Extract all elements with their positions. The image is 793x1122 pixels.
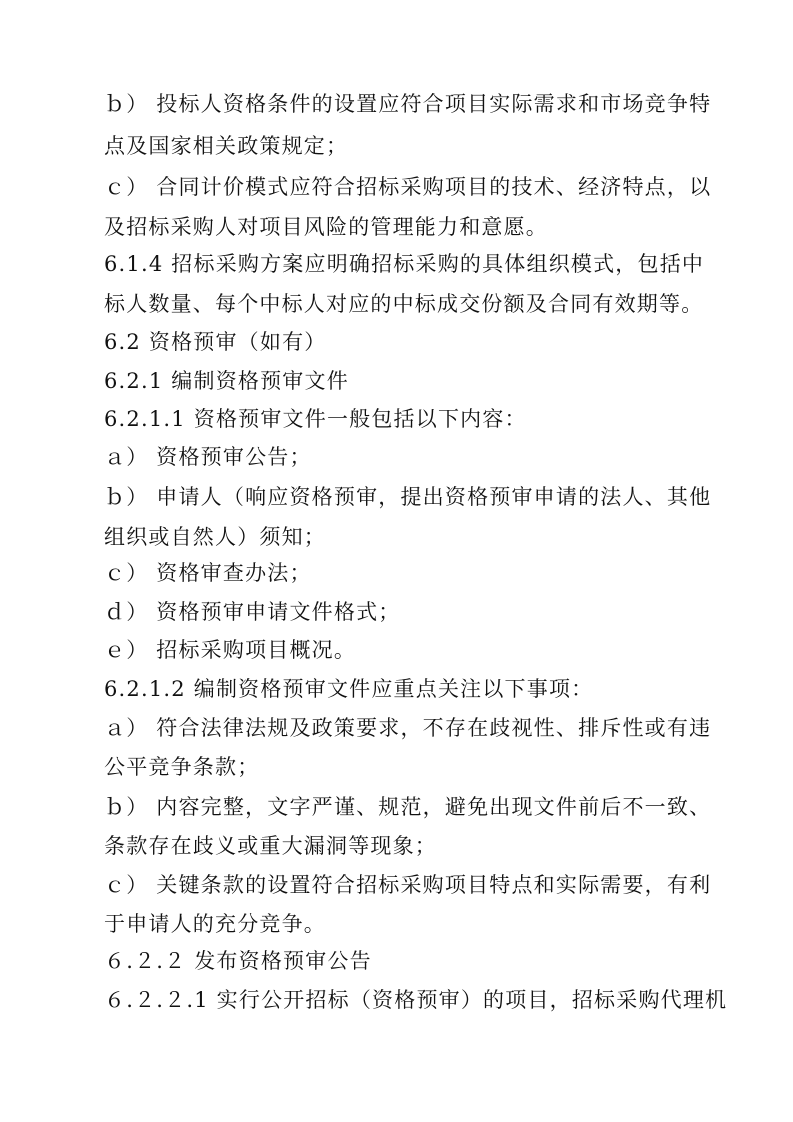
text-line: ｃ） 合同计价模式应符合招标采购项目的技术、经济特点，以 [104,175,712,199]
list-item: ｄ） 资格预审申请文件格式； [104,600,401,624]
text-line: 公平竞争条款； [104,755,260,779]
section-heading: ６.２.２ 发布资格预审公告 [104,949,372,973]
text-line: 标人数量、每个中标人对应的中标成交份额及合同有效期等。 [104,292,704,316]
text-line: 组织或自然人）须知； [104,525,326,549]
list-item: ｃ） 关键条款的设置符合招标采购项目特点和实际需要，有利 [104,873,712,897]
list-item: ａ） 资格预审公告； [104,445,312,469]
text-line: 及招标采购人对项目风险的管理能力和意愿。 [104,215,548,239]
text-line: 6.1.4 招标采购方案应明确招标采购的具体组织模式，包括中 [104,252,705,276]
list-item: ｂ） 内容完整，文字严谨、规范，避免出现文件前后不一致、 [104,795,712,819]
list-item: ｂ） 申请人（响应资格预审，提出资格预审申请的法人、其他 [104,485,712,509]
text-line: ｂ） 投标人资格条件的设置应符合项目实际需求和市场竞争特 [104,92,712,116]
list-item: ｅ） 招标采购项目概况。 [104,638,357,662]
section-heading: 6.2.1 编制资格预审文件 [104,369,349,393]
list-item: ｃ） 资格审查办法； [104,561,312,585]
text-line: 于申请人的充分竞争。 [104,912,326,936]
text-line: 点及国家相关政策规定； [104,134,349,158]
list-item: ａ） 符合法律法规及政策要求，不存在歧视性、排斥性或有违 [104,716,712,740]
text-line: 条款存在歧义或重大漏洞等现象； [104,834,437,858]
text-line: ６.２.２.1 实行公开招标（资格预审）的项目，招标采购代理机 [104,988,728,1012]
text-line: 6.2.1.2 编制资格预审文件应重点关注以下事项： [104,677,594,701]
section-heading: 6.2 资格预审（如有） [104,330,327,354]
text-line: 6.2.1.1 资格预审文件一般包括以下内容： [104,407,527,431]
